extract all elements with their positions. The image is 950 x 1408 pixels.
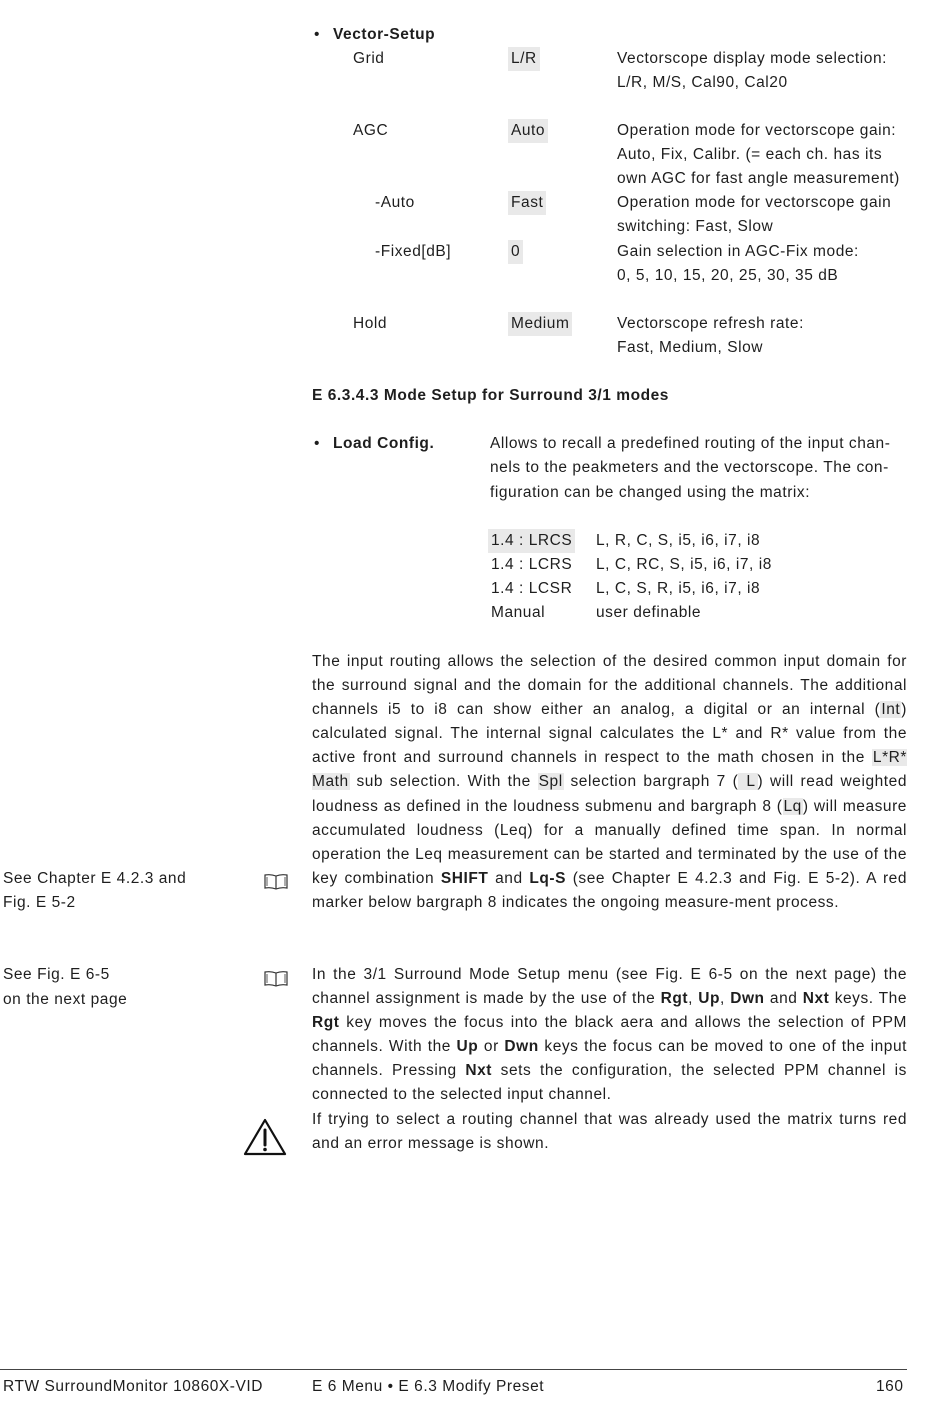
config-option-lrcs[interactable]: 1.4 : LRCS [488, 529, 575, 553]
grid-desc-2: L/R, M/S, Cal90, Cal20 [617, 74, 788, 91]
nxt-key: Nxt [802, 990, 830, 1008]
agc-desc-1: Operation mode for vectorscope gain: [617, 122, 897, 139]
fixed-desc-2: 0, 5, 10, 15, 20, 25, 30, 35 dB [617, 267, 839, 284]
up-key: Up [698, 990, 721, 1008]
auto-value[interactable]: Fast [508, 191, 546, 215]
l-option[interactable]: L [738, 773, 757, 790]
config-option-value: L, R, C, S, i5, i6, i7, i8 [596, 532, 761, 549]
side-note-1-line-2: Fig. E 5-2 [3, 894, 76, 911]
vector-setup-title: Vector-Setup [333, 26, 436, 43]
channel-assignment-paragraph: In the 3/1 Surround Mode Setup menu (see Fig. E 6-5 on the next page) the channel assignment is made by the use of the Rgt, Up, Dwn and Nxt keys. The Rgt key moves the focus into the black aera and allows the selection of PPM channels. With the Up or Dwn keys the focus can be moved to one of the input channels. Pressing Nxt sets the configuration, the selected PPM channel is connected to the selected input channel. [312, 966, 908, 1104]
load-config-title: Load Config. [333, 435, 435, 452]
agc-label: AGC [353, 122, 389, 139]
config-option-manual[interactable]: Manual [491, 604, 546, 621]
auto-desc-2: switching: Fast, Slow [617, 218, 774, 235]
bullet-dot: • [314, 26, 320, 43]
nxt-key: Nxt [465, 1062, 492, 1080]
config-option-lcrs[interactable]: 1.4 : LCRS [491, 556, 573, 573]
up-key: Up [456, 1038, 479, 1056]
spl-option[interactable]: Spl [538, 773, 563, 791]
auto-label: -Auto [375, 194, 415, 211]
hold-desc-1: Vectorscope refresh rate: [617, 315, 804, 332]
grid-value[interactable]: L/R [508, 47, 540, 71]
section-heading: E 6.3.4.3 Mode Setup for Surround 3/1 modes [312, 387, 669, 404]
side-note-1-line-1: See Chapter E 4.2.3 and [3, 870, 187, 887]
book-icon [263, 873, 289, 891]
load-config-desc-3: figuration can be changed using the matrix: [490, 484, 811, 501]
footer-section: E 6 Menu • E 6.3 Modify Preset [312, 1378, 545, 1395]
lq-option[interactable]: Lq [783, 797, 802, 815]
fixed-value[interactable]: 0 [508, 240, 523, 264]
grid-desc-1: Vectorscope display mode selection: [617, 50, 887, 67]
auto-desc-1: Operation mode for vectorscope gain [617, 194, 892, 211]
load-config-desc-2: nels to the peakmeters and the vectorscope. The con- [490, 459, 889, 476]
config-option-lcsr[interactable]: 1.4 : LCSR [491, 580, 573, 597]
shift-key: SHIFT [440, 869, 489, 887]
side-note-2-line-2: on the next page [3, 991, 128, 1008]
grid-label: Grid [353, 50, 385, 67]
lq-s-key: Lq-S [529, 869, 566, 887]
config-option-value: L, C, RC, S, i5, i6, i7, i8 [596, 556, 772, 573]
config-option-value: user definable [596, 604, 702, 621]
config-option-value: L, C, S, R, i5, i6, i7, i8 [596, 580, 761, 597]
hold-desc-2: Fast, Medium, Slow [617, 339, 763, 356]
book-icon [263, 970, 289, 988]
side-note-2-line-1: See Fig. E 6-5 [3, 966, 110, 983]
routing-paragraph: The input routing allows the selection of the desired common input domain for the surround signal and the domain for the additional channels. The additional channels i5 to i8 can show either an analog, a digital or an internal (Int) calculated signal. The internal signal calculates the L* and R* value from the active front and surround channels in respect to the math chosen in the L*R* Math sub selection. With the Spl selection bargraph 7 ( L ) will read weighted loudness as defined in the loudness submenu and bargraph 8 (Lq) will measure accumulated loudness (Leq) for a manually defined time span. In normal operation the Leq measurement can be started and terminated by the use of the key combination SHIFT and Lq-S (see Chapter E 4.2.3 and Fig. E 5-2). A red marker below bargraph 8 indicates the ongoing measure-ment process. [312, 653, 907, 911]
hold-value[interactable]: Medium [508, 312, 572, 336]
bullet-dot-2: • [314, 435, 320, 452]
dwn-key: Dwn [504, 1038, 539, 1056]
load-config-desc-1: Allows to recall a predefined routing of the input chan- [490, 435, 891, 452]
footer-rule [0, 1369, 907, 1370]
agc-desc-2: Auto, Fix, Calibr. (= each ch. has its [617, 146, 883, 163]
int-option[interactable]: Int [881, 701, 901, 719]
fixed-label: -Fixed[dB] [375, 243, 452, 260]
warning-triangle-icon [243, 1118, 287, 1156]
rgt-key: Rgt [312, 1014, 340, 1032]
agc-desc-3: own AGC for fast angle measurement) [617, 170, 900, 187]
footer-page-number: 160 [876, 1378, 904, 1395]
agc-value[interactable]: Auto [508, 119, 548, 143]
hold-label: Hold [353, 315, 388, 332]
math-option[interactable]: L*R* Math [312, 749, 907, 791]
warning-text: If trying to select a routing channel that was already used the matrix turns red and an error message is shown. [312, 1111, 907, 1153]
dwn-key: Dwn [730, 990, 765, 1008]
footer-product: RTW SurroundMonitor 10860X-VID [3, 1378, 264, 1395]
rgt-key: Rgt [660, 990, 689, 1008]
fixed-desc-1: Gain selection in AGC-Fix mode: [617, 243, 859, 260]
